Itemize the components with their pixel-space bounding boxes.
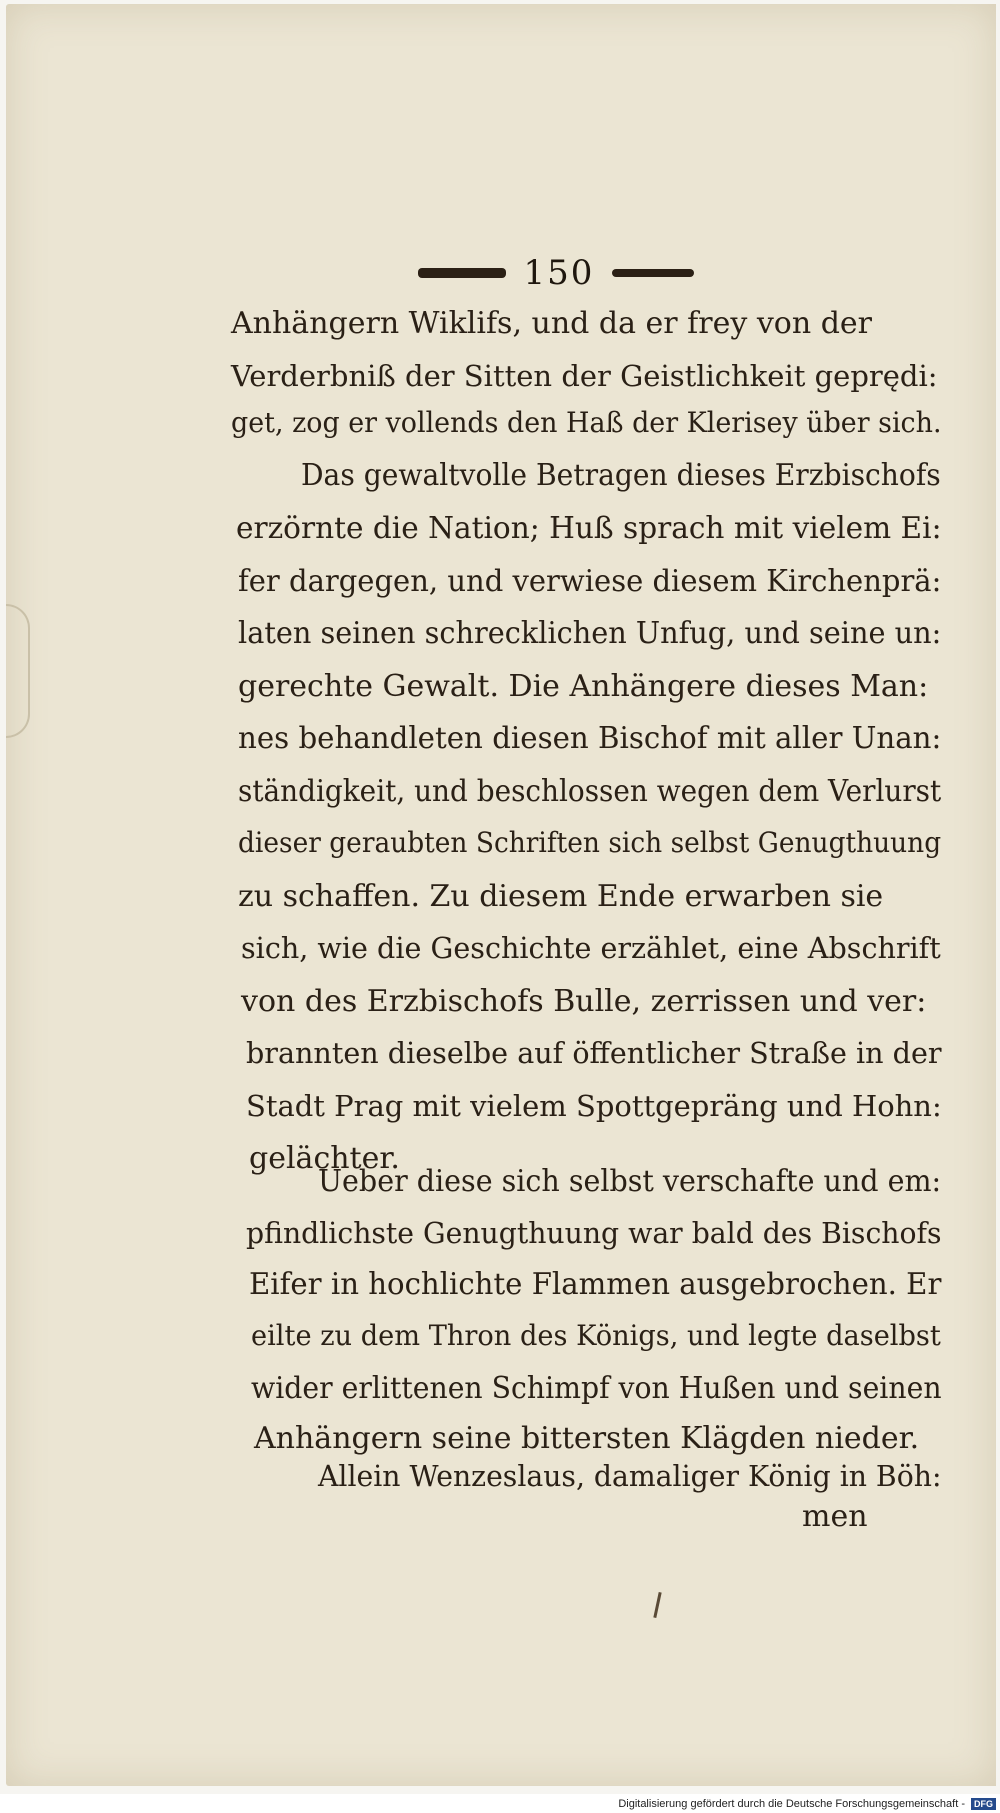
text-line: Ueber diese sich selbst verschafte und em: [318,1164,942,1199]
text-line: fer dargegen, und verwiese diesem Kirchenprä: [238,564,942,599]
text-line: Das gewaltvolle Betragen dieses Erzbischofs [301,458,941,493]
text-line: gelächter. [249,1141,400,1176]
text-line: gerechte Gewalt. Die Anhängere dieses Man: [238,669,929,704]
text-line: Verderbniß der Sitten der Geistlichkeit geprędi: [231,359,938,393]
text-line: get, zog er vollends den Haß der Klerisey über sich. [231,406,942,439]
text-line: pfindlichste Genugthuung war bald des Bischofs [246,1216,942,1250]
footer-bar [0,1794,1000,1813]
text-line: zu schaffen. Zu diesem Ende erwarben sie [238,879,884,914]
text-line: Allein Wenzeslaus, damaliger König in Böh: [318,1459,942,1493]
text-line: laten seinen schrecklichen Unfug, und seine un: [238,616,942,651]
text-line: nes behandleten diesen Bischof mit aller Unan: [238,721,942,756]
dfg-logo: DFG [971,1798,996,1810]
text-line: Eifer in hochlichte Flammen ausgebrochen. Er [249,1267,942,1302]
text-line: Anhängern Wiklifs, und da er frey von der [231,306,873,341]
text-line: eilte zu dem Thron des Königs, und legte daselbst [251,1319,941,1352]
footer-credit: Digitalisierung gefördert durch die Deutsche Forschungsgemeinschaft - [618,1797,965,1810]
text-line: erzörnte die Nation; Huß sprach mit vielem Ei: [236,511,942,546]
catchword: men [802,1499,868,1534]
text-line: Anhängern seine bittersten Klägden nieder. [254,1421,920,1456]
text-line: dieser geraubten Schriften sich selbst Genugthuung [238,826,942,859]
text-line: ständigkeit, und beschlossen wegen dem Verlurst [238,774,942,809]
text-line: Stadt Prag mit vielem Spottgepräng und Hohn: [246,1089,942,1123]
text-line: wider erlittenen Schimpf von Hußen und seinen [251,1371,942,1406]
text-line: sich, wie die Geschichte erzählet, eine Abschrift [241,931,941,965]
text-line: brannten dieselbe auf öffentlicher Straße in der [246,1036,942,1070]
book-page [6,4,996,1786]
text-line: von des Erzbischofs Bulle, zerrissen und ver: [241,984,927,1019]
page-number: 150 [523,253,595,293]
